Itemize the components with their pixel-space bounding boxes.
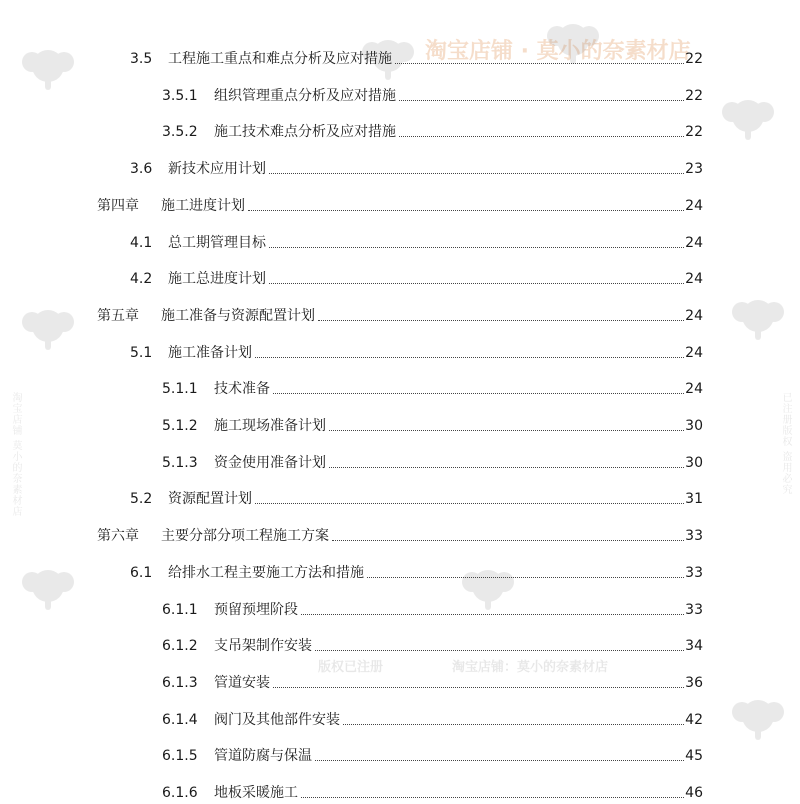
toc-entry-title: 管道防腐与保温 — [214, 748, 312, 765]
toc-entry-page: 24 — [685, 271, 703, 288]
toc-entry-title: 新技术应用计划 — [168, 161, 266, 178]
toc-entry-number: 6.1.1 — [162, 601, 198, 618]
toc-leader-dots — [255, 502, 684, 504]
toc-entry-number: 6.1.2 — [162, 638, 198, 655]
toc-entry-title: 阀门及其他部件安装 — [214, 711, 340, 728]
toc-entry-title: 技术准备 — [214, 381, 270, 398]
toc-entry[interactable] — [162, 782, 703, 804]
toc-entry-title: 施工总进度计划 — [168, 271, 266, 288]
toc-entry-title: 预留预埋阶段 — [214, 601, 298, 618]
toc-entry-number: 第六章 — [97, 528, 139, 545]
toc-entry[interactable] — [97, 305, 703, 327]
toc-entry[interactable] — [130, 232, 703, 254]
toc-entry-page: 42 — [685, 711, 703, 728]
toc-leader-dots — [273, 686, 684, 688]
toc-entry[interactable] — [162, 709, 703, 731]
elephant-watermark-icon — [730, 290, 786, 346]
elephant-watermark-icon — [20, 40, 76, 96]
toc-entry[interactable] — [97, 195, 703, 217]
toc-entry-title: 支吊架制作安装 — [214, 638, 312, 655]
toc-entry-number: 第五章 — [97, 307, 139, 324]
toc-entry-number: 第四章 — [97, 197, 139, 214]
toc-entry-number: 6.1 — [130, 564, 153, 581]
toc-entry[interactable] — [97, 525, 703, 547]
toc-entry-page: 22 — [685, 87, 703, 104]
elephant-watermark-icon — [20, 300, 76, 356]
shop-watermark-top: 淘宝店铺 · 莫小的奈素材店 — [425, 39, 691, 64]
toc-entry[interactable] — [162, 745, 703, 767]
toc-entry-number: 3.5 — [130, 51, 153, 67]
toc-entry-page: 33 — [685, 601, 703, 618]
toc-leader-dots — [248, 209, 684, 211]
toc-leader-dots — [395, 62, 684, 64]
toc-entry-page: 24 — [685, 234, 703, 251]
toc-entry-number: 6.1.4 — [162, 711, 198, 728]
toc-leader-dots — [255, 356, 684, 358]
toc-entry-page: 30 — [685, 454, 703, 471]
toc-entry-page: 31 — [685, 491, 703, 508]
toc-entry[interactable] — [162, 121, 703, 143]
toc-entry[interactable] — [130, 158, 703, 180]
toc-entry-number: 3.5.2 — [162, 124, 198, 141]
toc-entry-number: 6.1.3 — [162, 674, 198, 691]
toc-entry[interactable] — [162, 452, 703, 474]
toc-entry-page: 23 — [685, 161, 703, 178]
toc-entry-page: 24 — [685, 381, 703, 398]
toc-leader-dots — [301, 613, 684, 615]
toc-entry-title: 施工技术难点分析及应对措施 — [214, 124, 396, 141]
toc-entry-page: 30 — [685, 418, 703, 434]
elephant-watermark-icon — [730, 690, 786, 746]
toc-entry-number: 5.1.1 — [162, 381, 198, 398]
toc-entry-title: 施工进度计划 — [161, 197, 245, 214]
toc-entry-title: 资金使用准备计划 — [214, 454, 326, 471]
toc-entry-page: 22 — [685, 51, 703, 67]
toc-entry[interactable] — [162, 599, 703, 621]
toc-leader-dots — [399, 99, 684, 101]
toc-entry[interactable] — [162, 378, 703, 400]
toc-leader-dots — [399, 135, 684, 137]
toc-leader-dots — [269, 172, 684, 174]
toc-leader-dots — [301, 796, 684, 798]
registered-watermark: 版权已注册 — [318, 660, 384, 675]
toc-entry-title: 施工准备计划 — [168, 344, 252, 361]
elephant-watermark-icon — [20, 560, 76, 616]
toc-leader-dots — [273, 392, 684, 394]
toc-entry-title: 管道安装 — [214, 674, 270, 691]
toc-entry-title: 施工现场准备计划 — [214, 418, 326, 434]
toc-entry-number: 5.2 — [130, 491, 153, 508]
toc-entry-title: 资源配置计划 — [168, 491, 252, 508]
toc-entry-title: 总工期管理目标 — [168, 234, 266, 251]
side-watermark-right: 已注册版权 盗用必究 — [780, 392, 791, 496]
toc-entry-title: 组织管理重点分析及应对措施 — [214, 87, 396, 104]
toc-entry-page: 36 — [685, 674, 703, 691]
toc-entry-page: 24 — [685, 344, 703, 361]
toc-entry-title: 施工准备与资源配置计划 — [161, 307, 315, 324]
toc-entry-title: 地板采暖施工 — [214, 785, 298, 801]
toc-entry[interactable] — [130, 562, 703, 584]
toc-entry-title: 给排水工程主要施工方法和措施 — [168, 564, 364, 581]
toc-leader-dots — [315, 649, 684, 651]
toc-entry-page: 22 — [685, 124, 703, 141]
toc-entry-page: 24 — [685, 197, 703, 214]
toc-entry-page: 33 — [685, 528, 703, 545]
toc-entry[interactable] — [130, 268, 703, 290]
toc-entry[interactable] — [162, 415, 703, 437]
shop-watermark-bottom: 淘宝店铺：莫小的奈素材店 — [452, 660, 609, 675]
toc-entry-page: 45 — [685, 748, 703, 765]
toc-entry-title: 工程施工重点和难点分析及应对措施 — [168, 51, 392, 67]
toc-entry-number: 4.2 — [130, 271, 153, 288]
toc-entry-page: 33 — [685, 564, 703, 581]
toc-entry[interactable] — [130, 342, 703, 364]
toc-leader-dots — [318, 319, 684, 321]
toc-entry-number: 3.6 — [130, 161, 153, 178]
toc-entry[interactable] — [130, 488, 703, 510]
toc-leader-dots — [315, 759, 684, 761]
toc-entry[interactable] — [162, 672, 703, 694]
toc-entry-number: 6.1.5 — [162, 748, 198, 765]
toc-entry-number: 6.1.6 — [162, 785, 198, 801]
toc-entry[interactable] — [130, 48, 703, 70]
elephant-watermark-icon — [720, 90, 776, 146]
toc-leader-dots — [343, 723, 684, 725]
toc-entry-page: 46 — [685, 785, 703, 801]
toc-entry-page: 34 — [685, 638, 703, 655]
toc-entry[interactable] — [162, 85, 703, 107]
toc-entry-number: 5.1 — [130, 344, 153, 361]
toc-entry-number: 4.1 — [130, 234, 153, 251]
toc-entry-number: 3.5.1 — [162, 87, 198, 104]
toc-entry-number: 5.1.3 — [162, 454, 198, 471]
toc-leader-dots — [329, 429, 684, 431]
toc-entry-title: 主要分部分项工程施工方案 — [161, 528, 329, 545]
toc-entry-page: 24 — [685, 307, 703, 324]
toc-leader-dots — [332, 539, 684, 541]
toc-leader-dots — [329, 466, 684, 468]
toc-leader-dots — [269, 282, 684, 284]
toc-leader-dots — [269, 246, 684, 248]
side-watermark-left: 淘宝店铺 莫小的奈素材店 — [10, 392, 21, 518]
toc-entry-number: 5.1.2 — [162, 418, 198, 434]
toc-leader-dots — [367, 576, 684, 578]
toc-entry[interactable] — [162, 635, 703, 657]
